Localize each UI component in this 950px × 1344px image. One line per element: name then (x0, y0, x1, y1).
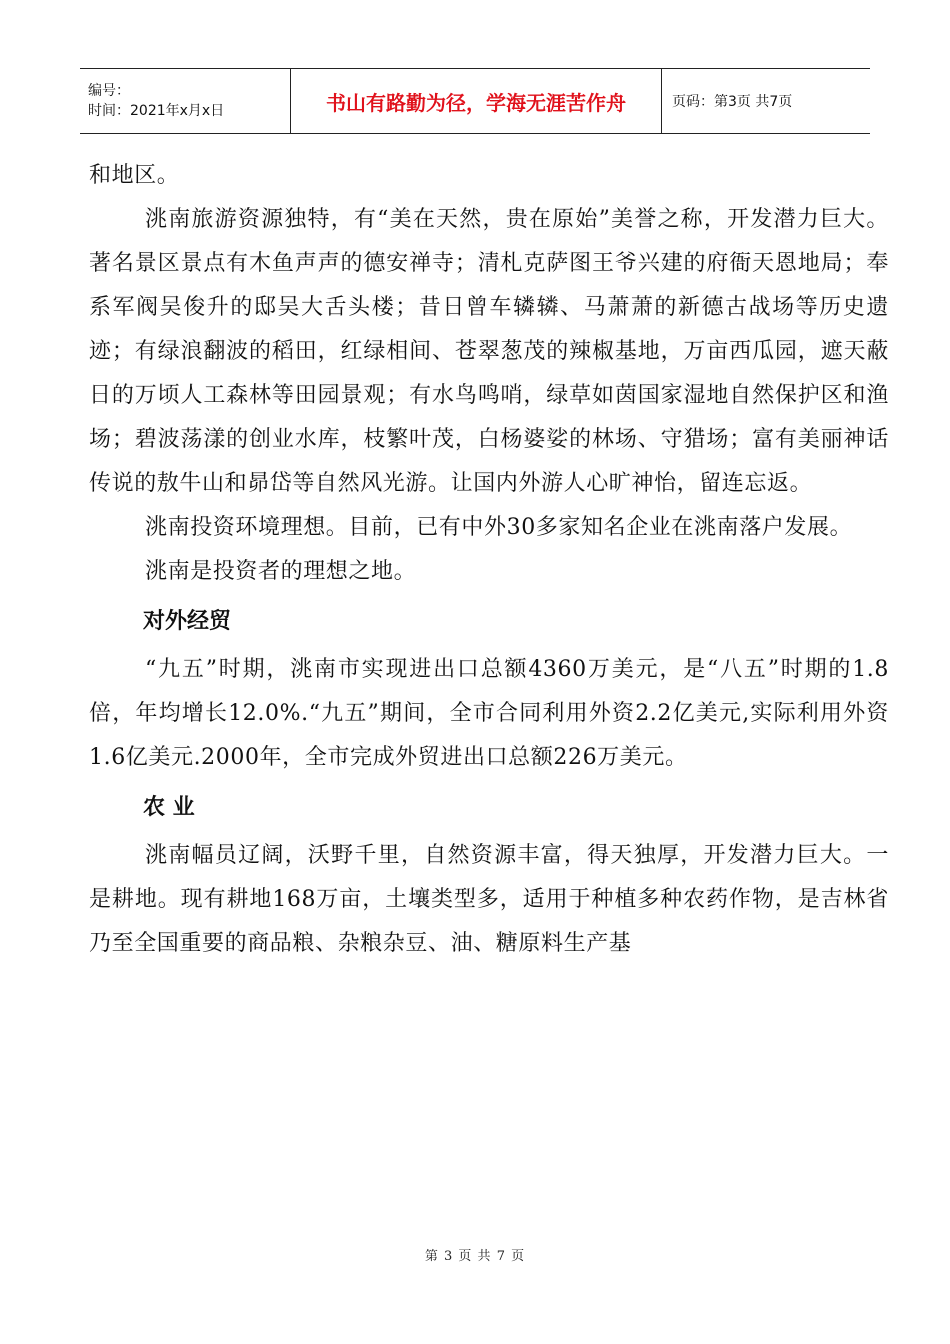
page-header (80, 68, 870, 134)
paragraph: 洮南旅游资源独特，有“美在天然，贵在原始”美誉之称，开发潜力巨大。著名景区景点有木鱼声声的德安禅寺；清札克萨图王爷兴建的府衙天恩地局；奉系军阀吴俊升的邸吴大舌头楼；昔日曾车辚辚、马萧萧的新德古战场等历史遗迹；有绿浪翻波的稻田，红绿相间、苍翠葱茂的辣椒基地，万亩西瓜园，遮天蔽日的万顷人工森林等田园景观；有水鸟鸣哨，绿草如茵国家湿地自然保护区和渔场；碧波荡漾的创业水库，枝繁叶茂，白杨婆娑的林场、守猎场；富有美丽神话传说的敖牛山和昴岱等自然风光游。让国内外游人心旷神怡，留连忘返。 (89, 207, 889, 496)
page-footer: 第 3 页 共 7 页 (424, 1249, 526, 1264)
section-heading: 对外经贸 (143, 609, 232, 634)
document-body (89, 154, 889, 966)
paragraph: 洮南是投资者的理想之地。 (145, 559, 417, 584)
section-heading: 农 业 (143, 795, 195, 820)
paragraph: 洮南幅员辽阔，沃野千里，自然资源丰富，得天独厚，开发潜力巨大。一是耕地。现有耕地168万亩，土壤类型多，适用于种植多种农药作物，是吉林省乃至全国重要的商品粮、杂粮杂豆、油、糖原料生产基 (89, 843, 889, 956)
paragraph: “九五”时期，洮南市实现进出口总额4360万美元，是“八五”时期的1.8倍，年均增长12.0%.“九五”期间，全市合同利用外资2.2亿美元,实际利用外资1.6亿美元.2000年，全市完成外贸进出口总额226万美元。 (89, 657, 889, 770)
header-page-number: 页码：第3页 共7页 (662, 69, 871, 134)
header-meta (80, 69, 291, 134)
header-time: 时间：2021年x月x日 (88, 103, 225, 119)
paragraph: 和地区。 (89, 163, 180, 188)
header-code: 编号： (88, 83, 130, 99)
header-motto: 书山有路勤为径，学海无涯苦作舟 (291, 69, 662, 134)
paragraph: 洮南投资环境理想。目前，已有中外30多家知名企业在洮南落户发展。 (145, 515, 853, 540)
